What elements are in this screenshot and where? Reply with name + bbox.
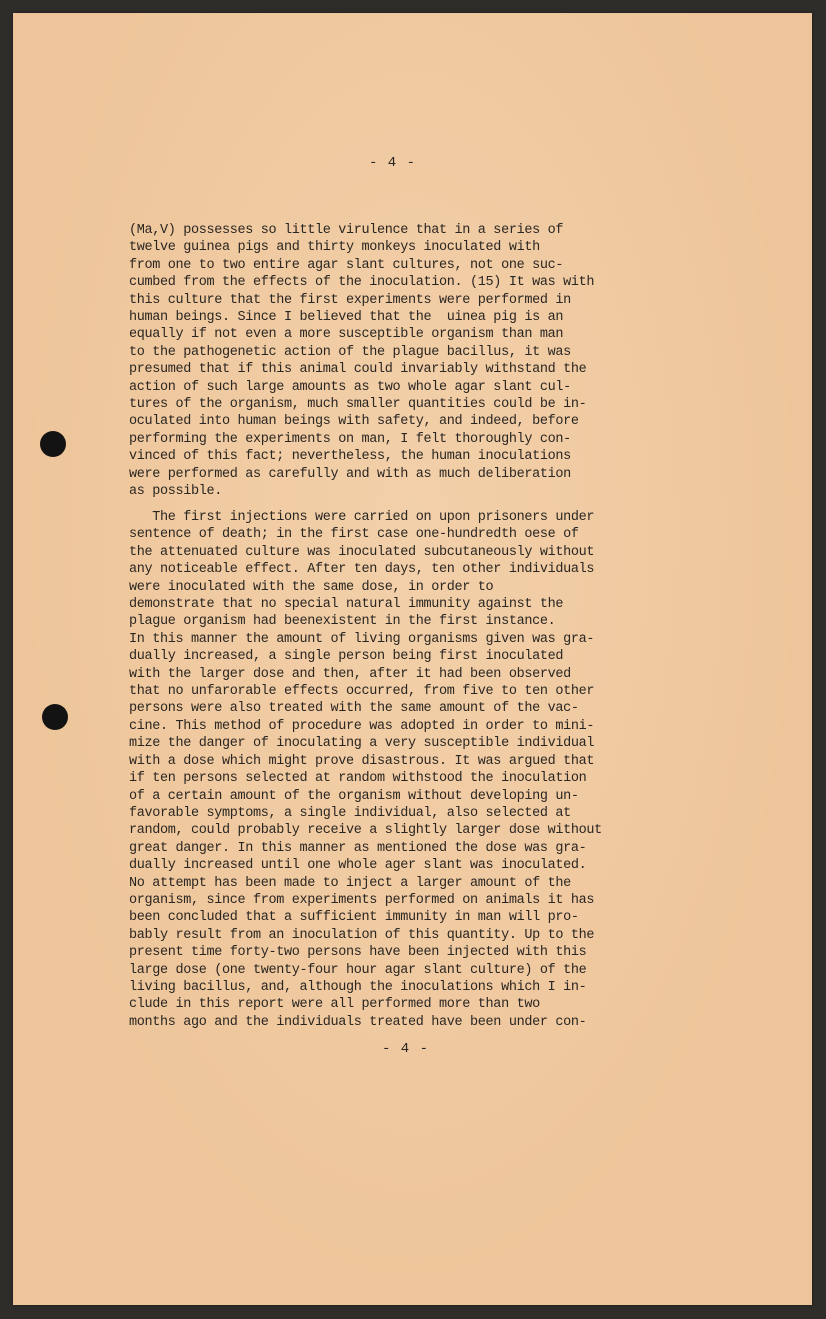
text-line: dually increased, a single person being first inoculated [129, 649, 564, 665]
text-line: with a dose which might prove disastrous. It was argued that [129, 753, 595, 769]
text-line: No attempt has been made to inject a larger amount of the [129, 875, 571, 891]
text-line: as possible. [129, 484, 223, 500]
document-page [13, 13, 812, 1305]
text-line: this culture that the first experiments were performed in [129, 292, 571, 308]
text-line: large dose (one twenty-four hour agar slant culture) of the [129, 962, 587, 978]
text-line: organism, since from experiments performed on animals it has [129, 892, 595, 908]
text-line: vinced of this fact; nevertheless, the human inoculations [129, 449, 571, 465]
text-line: to the pathogenetic action of the plague bacillus, it was [129, 344, 571, 360]
text-line: cumbed from the effects of the inoculation. (15) It was with [129, 275, 595, 291]
text-line: (Ma,V) possesses so little virulence that in a series of [129, 223, 564, 238]
text-line: of a certain amount of the organism without developing un- [129, 788, 579, 804]
text-line: plague organism had beenexistent in the first instance. [129, 614, 556, 630]
text-line: any noticeable effect. After ten days, ten other individuals [129, 562, 595, 578]
text-line: favorable symptoms, a single individual, also selected at [129, 805, 571, 821]
page-number-top: - 4 - [368, 155, 416, 171]
text-line: action of such large amounts as two whole agar slant cul- [129, 379, 571, 395]
text-line: cine. This method of procedure was adopted in order to mini- [129, 718, 595, 734]
text-line: human beings. Since I believed that the uinea pig is an [129, 310, 564, 326]
binder-hole-top [40, 431, 66, 457]
text-line: the attenuated culture was inoculated subcutaneously without [129, 544, 595, 560]
text-line: dually increased until one whole ager slant was inoculated. [129, 858, 587, 874]
text-line: persons were also treated with the same amount of the vac- [129, 701, 579, 717]
text-line: equally if not even a more susceptible organism than man [129, 327, 564, 343]
text-line: random, could probably receive a slightly larger dose without [129, 823, 602, 839]
text-line: present time forty-two persons have been injected with this [129, 945, 587, 961]
text-line: with the larger dose and then, after it had been observed [129, 666, 571, 682]
text-line: In this manner the amount of living organisms given was gra- [129, 631, 595, 647]
text-line: from one to two entire agar slant cultures, not one suc- [129, 257, 564, 273]
text-line: if ten persons selected at random withstood the inoculation [129, 771, 587, 787]
text-line: months ago and the individuals treated have been under con- [129, 1014, 587, 1030]
paragraph-2 [129, 509, 602, 1031]
text-line: tures of the organism, much smaller quantities could be in- [129, 397, 587, 413]
text-line: were performed as carefully and with as much deliberation [129, 466, 571, 482]
text-line: oculated into human beings with safety, and indeed, before [129, 414, 579, 430]
text-line: bably result from an inoculation of this quantity. Up to the [129, 927, 595, 943]
text-line: were inoculated with the same dose, in order to [129, 579, 494, 595]
text-line: clude in this report were all performed more than two [129, 997, 540, 1013]
text-line: presumed that if this animal could invariably withstand the [129, 362, 587, 378]
text-line: sentence of death; in the first case one-hundredth oese of [129, 527, 579, 543]
text-line: twelve guinea pigs and thirty monkeys inoculated with [129, 240, 540, 256]
text-line: performing the experiments on man, I felt thoroughly con- [129, 431, 571, 447]
text-line: mize the danger of inoculating a very susceptible individual [129, 736, 595, 752]
text-line: that no unfarorable effects occurred, from five to ten other [129, 684, 595, 700]
text-line: been concluded that a sufficient immunity in man will pro- [129, 910, 579, 926]
text-line: great danger. In this manner as mentioned the dose was gra- [129, 840, 587, 856]
page-number-bottom: - 4 - [381, 1041, 429, 1057]
binder-hole-bottom [42, 704, 68, 730]
text-line: living bacillus, and, although the inoculations which I in- [129, 979, 587, 995]
paragraph-1 [129, 222, 594, 501]
text-line: demonstrate that no special natural immunity against the [129, 597, 564, 613]
text-line: The first injections were carried on upon prisoners under [129, 510, 595, 525]
